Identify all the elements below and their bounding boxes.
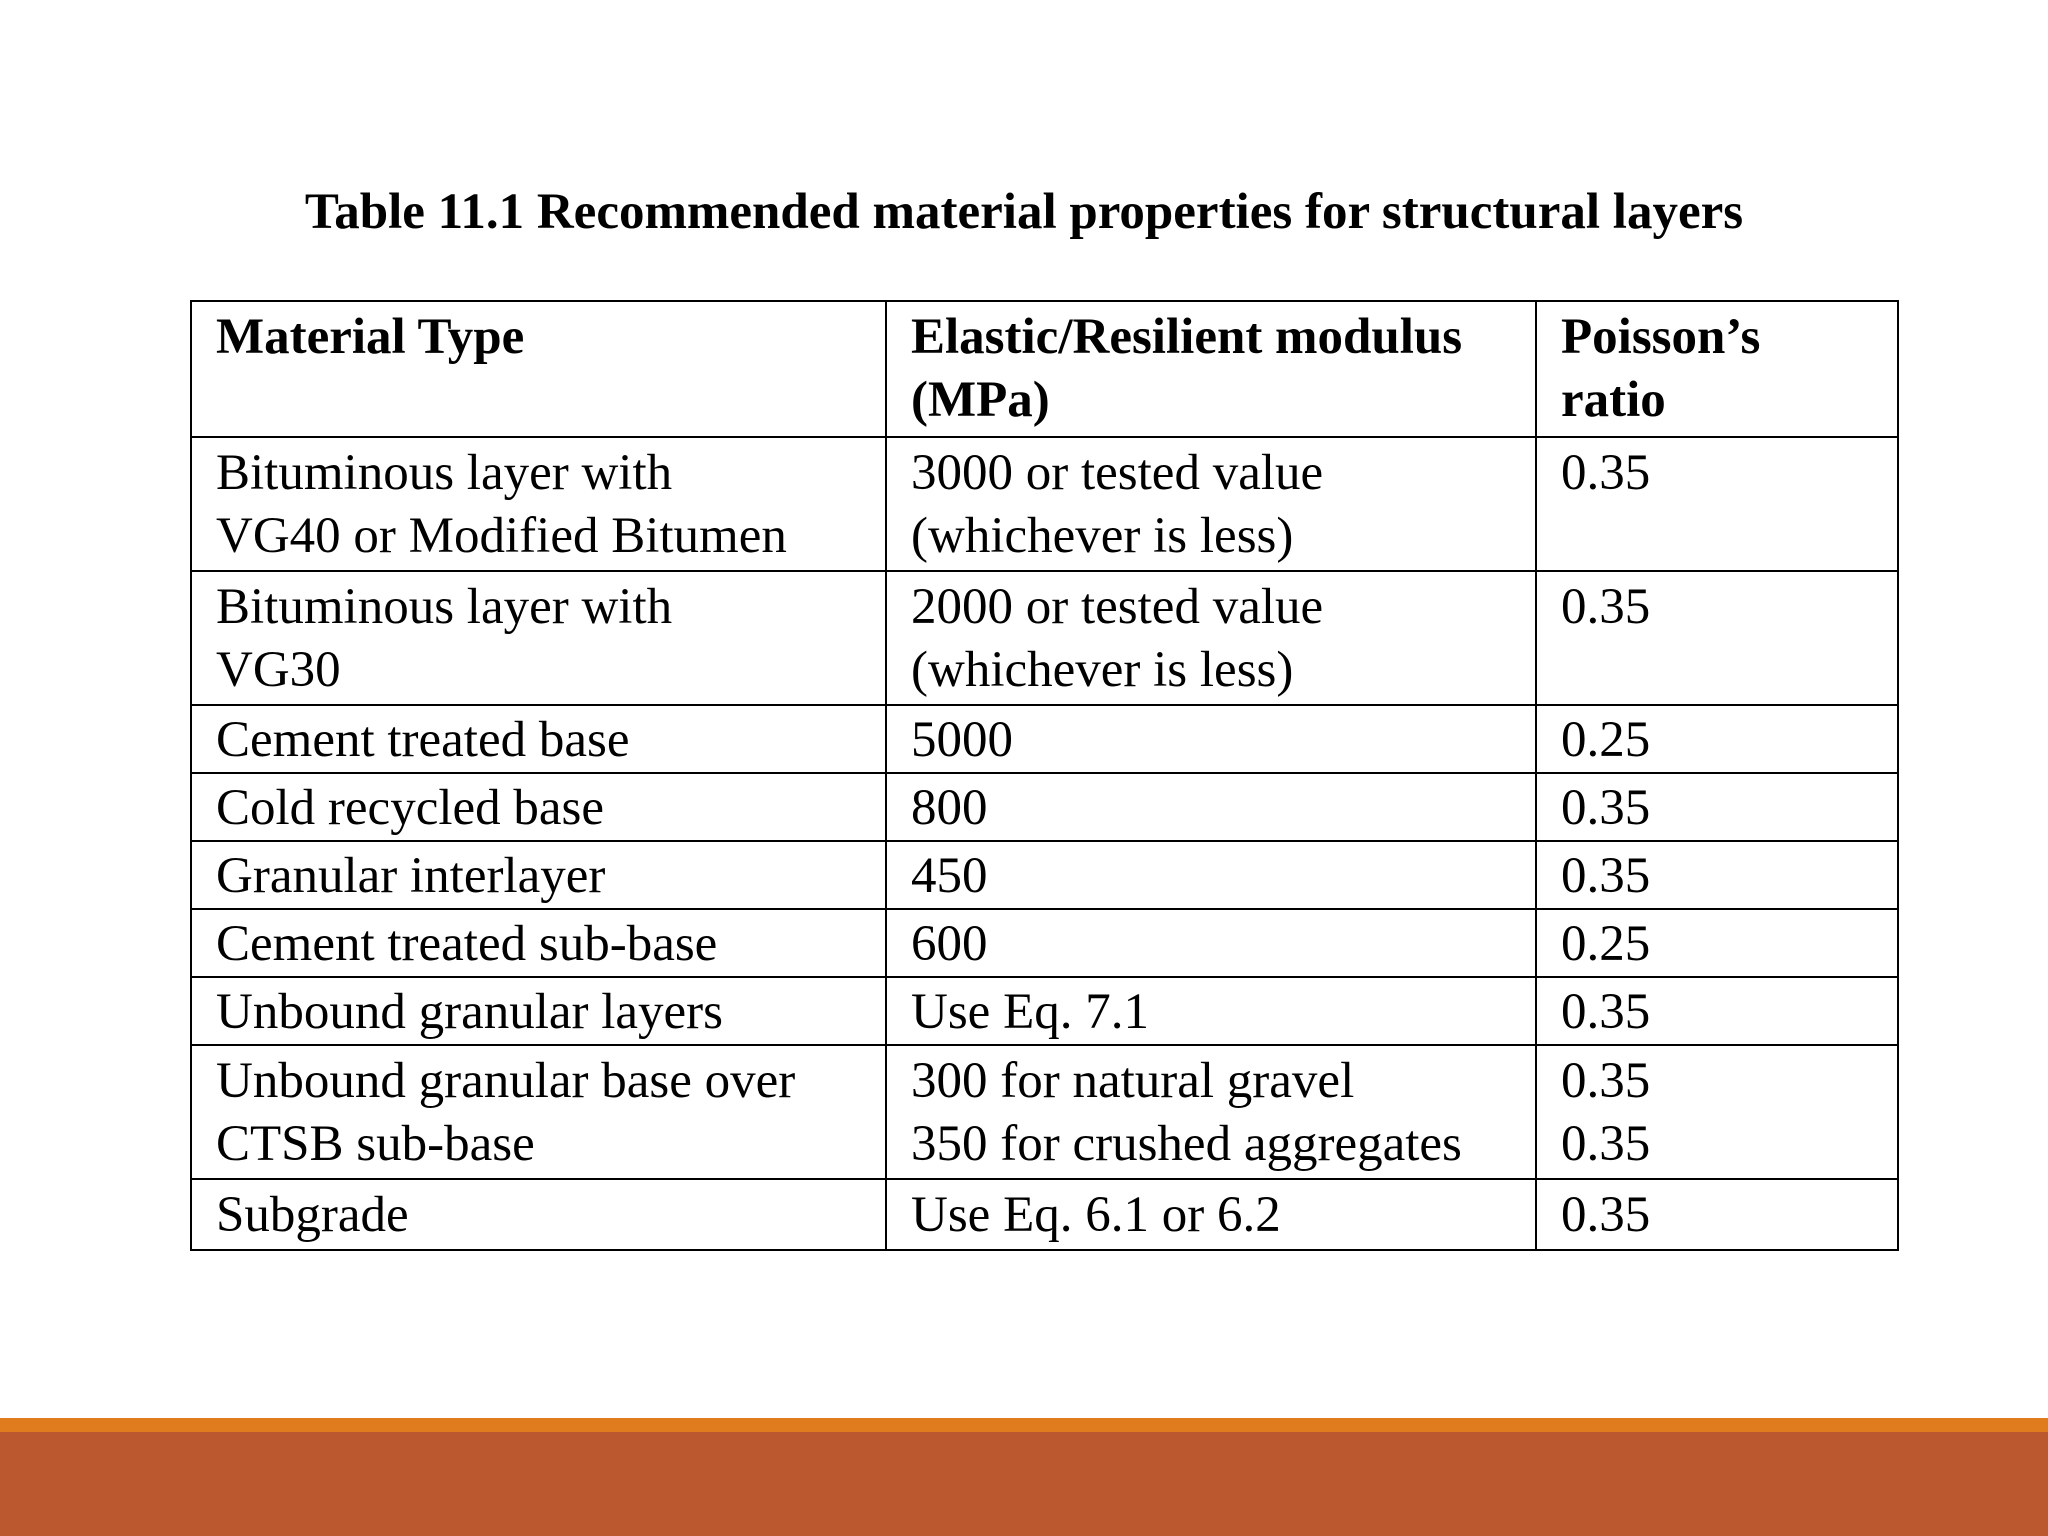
- cell-line: 0.25: [1561, 916, 1651, 972]
- cell-material: [191, 1045, 886, 1179]
- header-line: Poisson’s: [1561, 309, 1761, 365]
- cell-modulus: [886, 1179, 1536, 1250]
- cell-line: 800: [911, 780, 988, 836]
- cell-line: 0.35: [1561, 1116, 1651, 1172]
- cell-line: 2000 or tested value: [911, 579, 1324, 635]
- table-row: [191, 909, 1898, 977]
- cell-line: 3000 or tested value: [911, 445, 1324, 501]
- table-row: [191, 841, 1898, 909]
- cell-line: 0.35: [1561, 579, 1651, 635]
- cell-line: Cement treated sub-base: [216, 916, 718, 972]
- header-poisson-ratio: [1536, 301, 1898, 437]
- cell-material: [191, 977, 886, 1045]
- footer-bar: [0, 1432, 2048, 1536]
- cell-line: 0.35: [1561, 1187, 1651, 1243]
- cell-line: 0.35: [1561, 848, 1651, 904]
- cell-line: Bituminous layer with: [216, 445, 673, 501]
- cell-line: Unbound granular layers: [216, 984, 724, 1040]
- cell-line: Use Eq. 7.1: [911, 984, 1149, 1040]
- table-row: [191, 773, 1898, 841]
- cell-modulus: [886, 571, 1536, 705]
- cell-line: (whichever is less): [911, 508, 1294, 564]
- footer-accent-line: [0, 1418, 2048, 1432]
- cell-line: Subgrade: [216, 1187, 409, 1243]
- cell-material: [191, 437, 886, 571]
- cell-poisson: [1536, 1045, 1898, 1179]
- cell-material: [191, 773, 886, 841]
- cell-line: 0.35: [1561, 445, 1651, 501]
- cell-poisson: [1536, 977, 1898, 1045]
- cell-material: [191, 1179, 886, 1250]
- cell-line: 5000: [911, 712, 1013, 768]
- cell-line: 600: [911, 916, 988, 972]
- table-row: [191, 571, 1898, 705]
- header-material-type: [191, 301, 886, 437]
- cell-line: Cement treated base: [216, 712, 630, 768]
- cell-line: 0.25: [1561, 712, 1651, 768]
- cell-modulus: [886, 437, 1536, 571]
- cell-poisson: [1536, 1179, 1898, 1250]
- cell-line: 450: [911, 848, 988, 904]
- cell-modulus: [886, 1045, 1536, 1179]
- table-header-row: [191, 301, 1898, 437]
- cell-line: 300 for natural gravel: [911, 1053, 1355, 1109]
- cell-material: [191, 841, 886, 909]
- table-row: [191, 977, 1898, 1045]
- cell-modulus: [886, 977, 1536, 1045]
- table-row: [191, 437, 1898, 571]
- cell-line: 0.35: [1561, 780, 1651, 836]
- cell-poisson: [1536, 841, 1898, 909]
- cell-line: (whichever is less): [911, 642, 1294, 698]
- cell-line: Unbound granular base over: [216, 1053, 796, 1109]
- cell-line: Cold recycled base: [216, 780, 605, 836]
- cell-line: VG30: [216, 642, 341, 698]
- cell-line: 0.35: [1561, 1053, 1651, 1109]
- cell-line: Use Eq. 6.1 or 6.2: [911, 1187, 1281, 1243]
- table-row: [191, 1045, 1898, 1179]
- table-title: Table 11.1 Recommended material properties for structural layers: [304, 184, 1744, 240]
- cell-modulus: [886, 909, 1536, 977]
- material-properties-table: [190, 300, 1899, 1251]
- cell-poisson: [1536, 571, 1898, 705]
- cell-modulus: [886, 705, 1536, 773]
- cell-line: CTSB sub-base: [216, 1116, 535, 1172]
- cell-modulus: [886, 773, 1536, 841]
- cell-line: 0.35: [1561, 984, 1651, 1040]
- header-line: Elastic/Resilient modulus: [911, 309, 1463, 365]
- cell-poisson: [1536, 909, 1898, 977]
- cell-modulus: [886, 841, 1536, 909]
- header-line: ratio: [1561, 372, 1666, 428]
- cell-poisson: [1536, 437, 1898, 571]
- header-line: (MPa): [911, 372, 1050, 428]
- cell-material: [191, 909, 886, 977]
- cell-material: [191, 705, 886, 773]
- cell-poisson: [1536, 773, 1898, 841]
- header-modulus: [886, 301, 1536, 437]
- header-line: Material Type: [216, 309, 525, 365]
- cell-material: [191, 571, 886, 705]
- cell-line: 350 for crushed aggregates: [911, 1116, 1462, 1172]
- cell-poisson: [1536, 705, 1898, 773]
- cell-line: Bituminous layer with: [216, 579, 673, 635]
- cell-line: VG40 or Modified Bitumen: [216, 508, 787, 564]
- cell-line: Granular interlayer: [216, 848, 606, 904]
- table-row: [191, 1179, 1898, 1250]
- table-row: [191, 705, 1898, 773]
